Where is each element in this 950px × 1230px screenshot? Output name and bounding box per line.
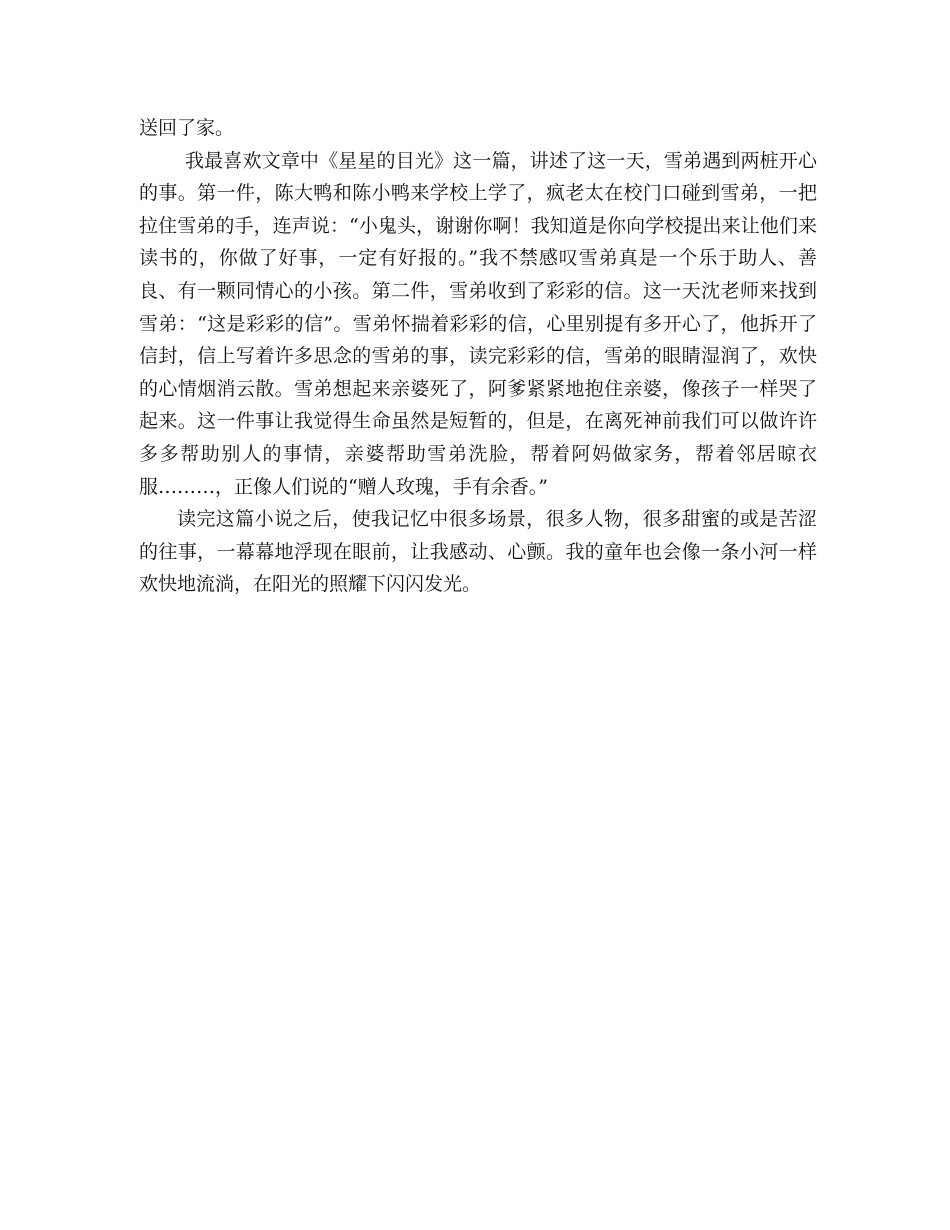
paragraph-continuation: 送回了家。 xyxy=(139,117,235,139)
paragraph-favorite-chapter: 我最喜欢文章中《星星的目光》这一篇，讲述了这一天，雪弟遇到两桩开心的事。第一件，陈大鸭和陈小鸭来学校上学了，疯老太在校门口碰到雪弟，一把拉住雪弟的手，连声说：“小鬼头，谢谢你啊！我知道是你向学校提出来让他们来读书的，你做了好事，一定有好报的。”我不禁感叹雪弟真是一个乐于助人、善良、有一颗同情心的小孩。第二件，雪弟收到了彩彩的信。这一天沈老师来找到雪弟：“这是彩彩的信”。雪弟怀揣着彩彩的信，心里别提有多开心了，他拆开了信封，信上写着许多思念的雪弟的事，读完彩彩的信，雪弟的眼睛湿润了，欢快的心情烟消云散。雪弟想起来亲婆死了，阿爹紧紧地抱住亲婆，像孩子一样哭了起来。这一件事让我觉得生命虽然是短暂的，但是，在离死神前我们可以做许许多多帮助别人的事情，亲婆帮助雪弟洗脸，帮着阿妈做家务，帮着邻居晾衣服………，正像人们说的“赠人玫瑰，手有余香。” xyxy=(139,149,817,498)
paragraph-conclusion: 读完这篇小说之后，使我记忆中很多场景，很多人物，很多甜蜜的或是苦涩的往事，一幕幕地浮现在眼前，让我感动、心颤。我的童年也会像一条小河一样欢快地流淌，在阳光的照耀下闪闪发光。 xyxy=(139,508,817,596)
document-body xyxy=(139,112,817,601)
